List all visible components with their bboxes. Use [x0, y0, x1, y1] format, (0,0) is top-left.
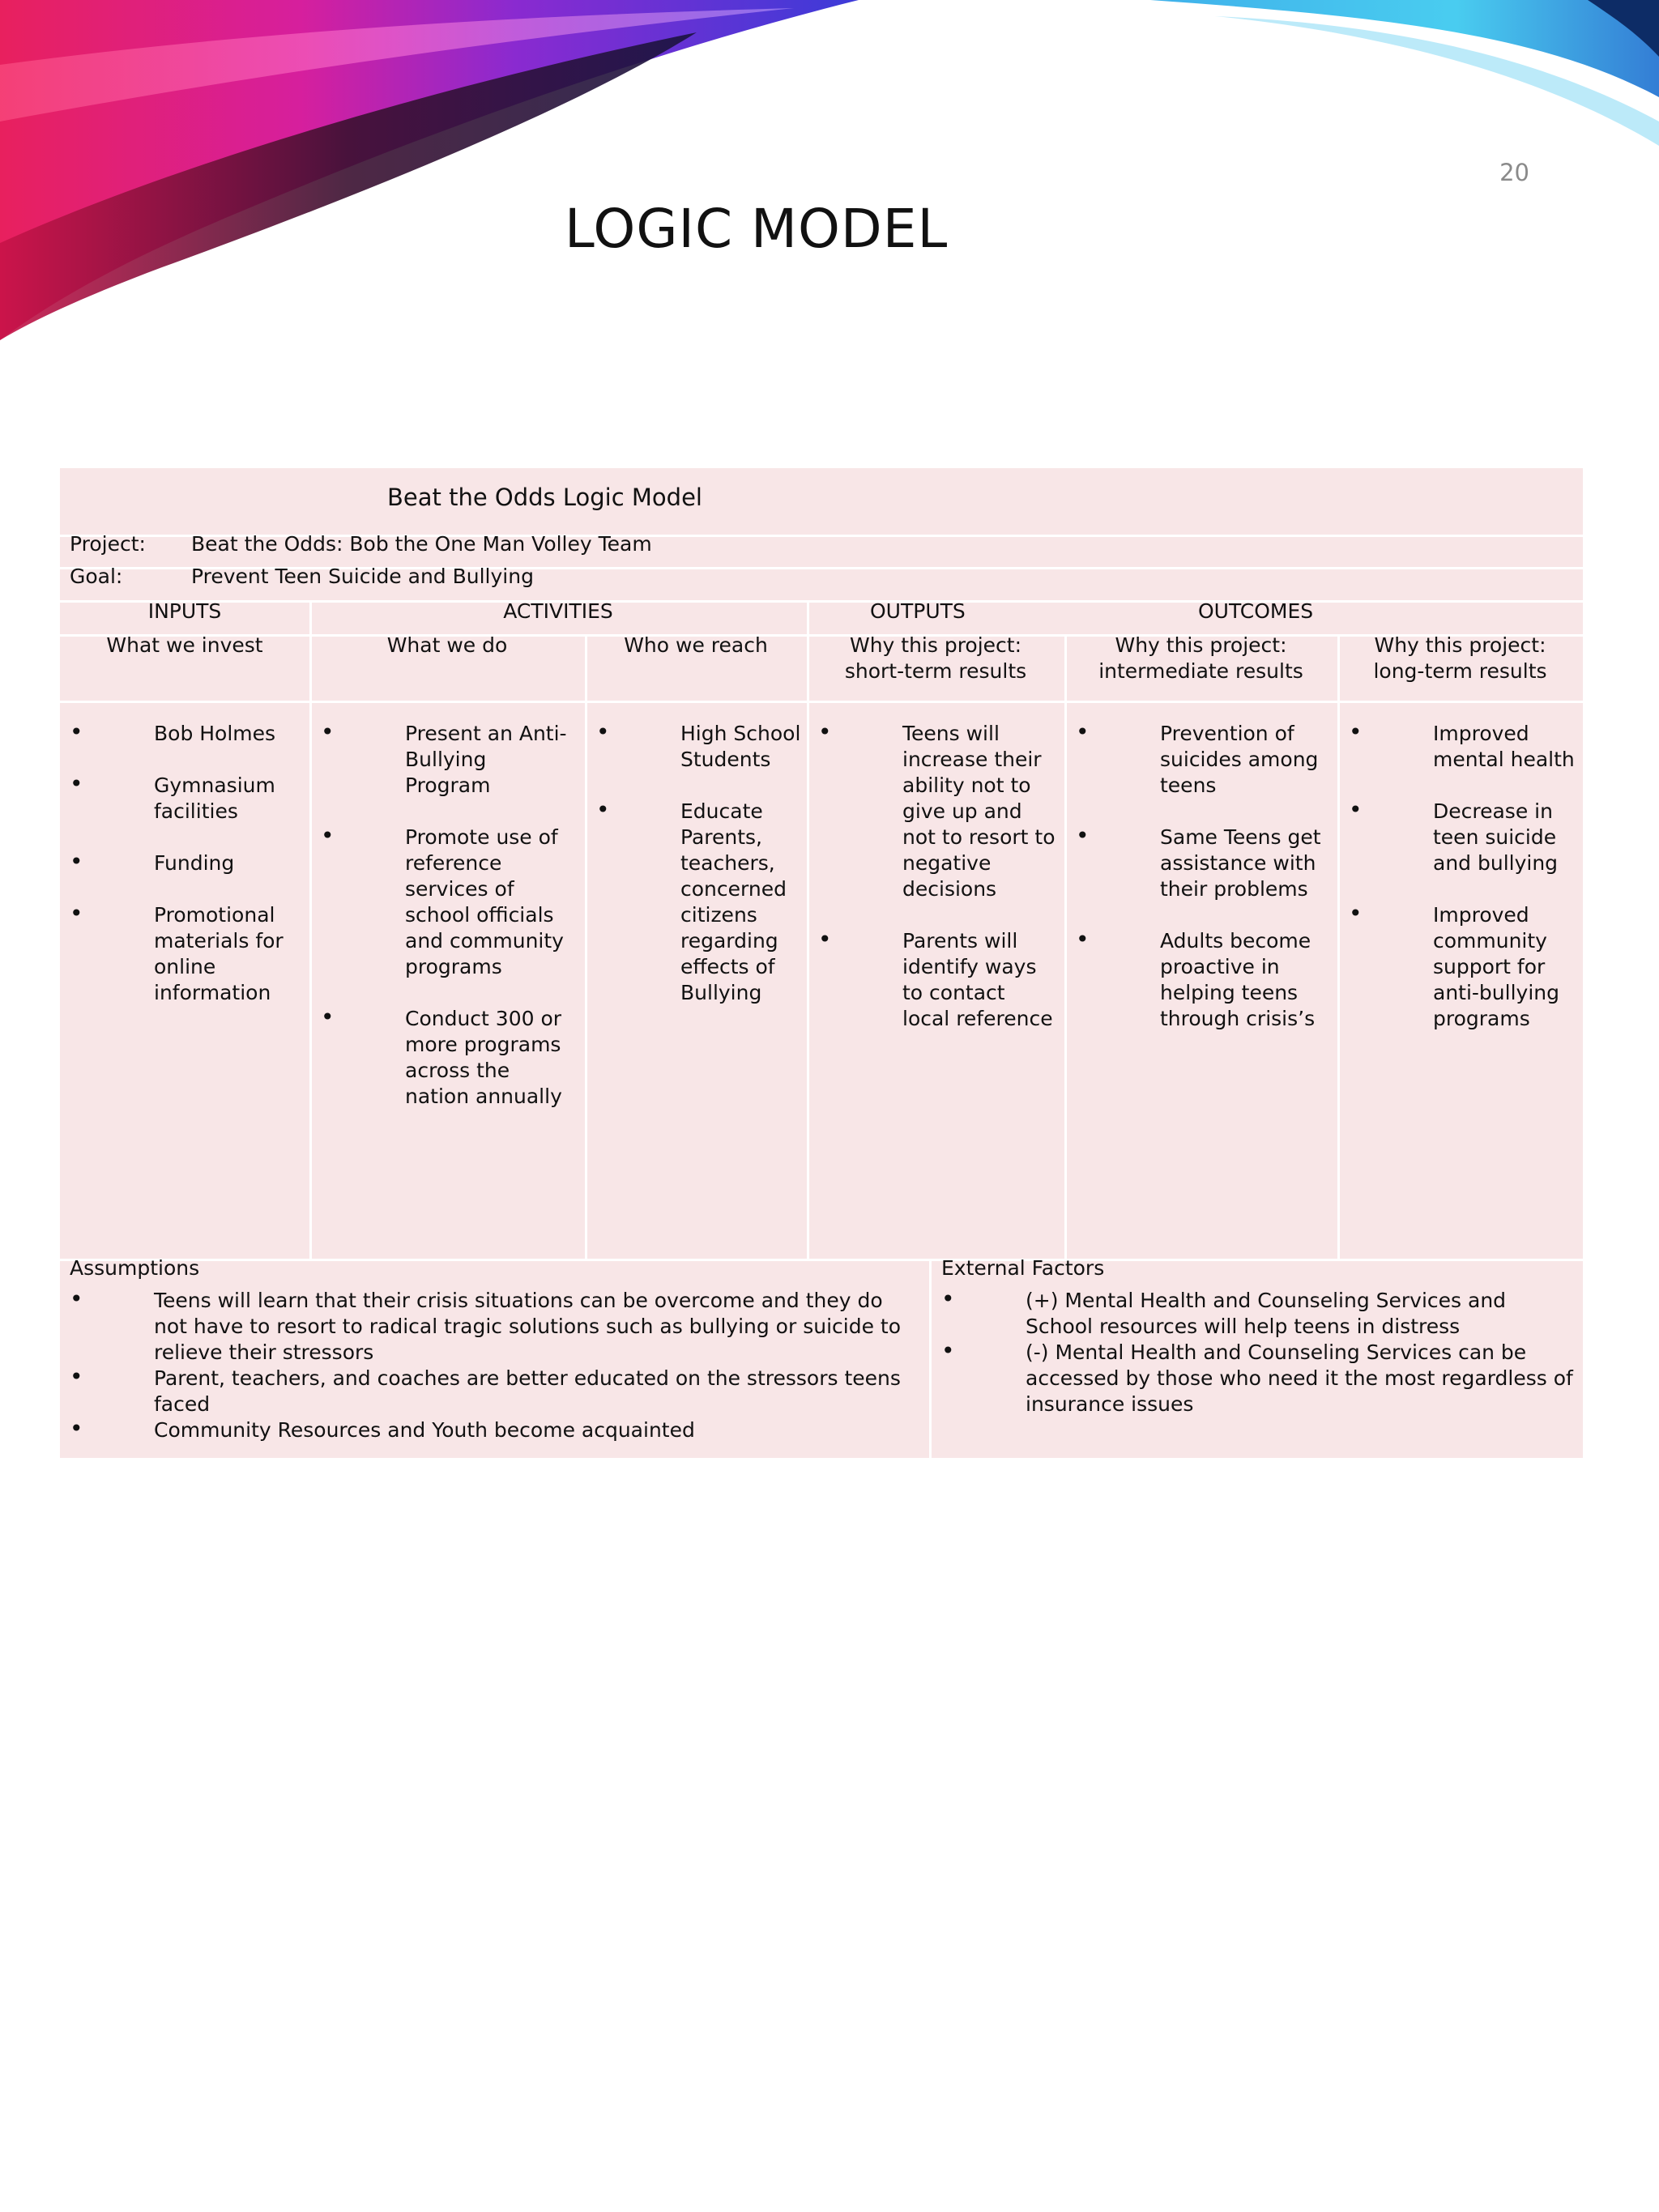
list-item: • Conduct 300 or more programs across the nation annually — [405, 1006, 577, 1110]
list-item: • Funding — [154, 850, 309, 876]
goal-label: Goal: — [70, 565, 123, 588]
list-item: • Parents will identify ways to contact local reference — [902, 928, 1056, 1032]
list-item: • Improved mental health — [1433, 721, 1575, 773]
group-header-inputs: INPUTS — [147, 599, 222, 623]
model-title: Beat the Odds Logic Model — [387, 484, 702, 511]
list-item: • (-) Mental Health and Counseling Services can be accessed by those who need it the most regardless of insurance issues — [1026, 1340, 1573, 1417]
list-item: • Present an Anti-Bullying Program — [405, 721, 577, 799]
list-item: • Parent, teachers, and coaches are better educated on the stressors teens faced — [154, 1366, 920, 1417]
column-header-short-term: Why this project: short-term results — [844, 633, 1027, 683]
group-header-outcomes: OUTCOMES — [1198, 599, 1314, 623]
project-value: Beat the Odds: Bob the One Man Volley Team — [191, 532, 652, 556]
column-intermediate — [1076, 721, 1337, 1058]
list-item: • Decrease in teen suicide and bullying — [1433, 799, 1575, 876]
decorative-swoosh — [0, 0, 1659, 356]
column-header-inputs: What we invest — [106, 633, 263, 657]
column-header-who-we-reach: Who we reach — [624, 633, 768, 657]
list-item: • Bob Holmes — [154, 721, 309, 747]
row-divider — [60, 1259, 1583, 1261]
column-long-term — [1349, 721, 1583, 1058]
column-what-we-do — [321, 721, 585, 1136]
list-item: • Gymnasium facilities — [154, 773, 309, 825]
list-item: • Adults become proactive in helping teens through crisis’s — [1160, 928, 1329, 1032]
column-who-we-reach — [596, 721, 807, 1032]
list-item: • Same Teens get assistance with their problems — [1160, 825, 1329, 902]
list-item: • Teens will learn that their crisis situations can be overcome and they do not have to resort to radical tragic solutions such as bullying or suicide to relieve their stressors — [154, 1288, 920, 1366]
slide-number: 20 — [1499, 159, 1529, 186]
list-item: • Prevention of suicides among teens — [1160, 721, 1329, 799]
list-item: • Promotional materials for online information — [154, 902, 309, 1006]
column-inputs — [70, 721, 309, 1032]
column-divider — [585, 634, 587, 1259]
external-factors-label: External Factors — [941, 1256, 1105, 1280]
column-divider — [929, 1259, 932, 1458]
column-divider — [1337, 634, 1340, 1259]
list-item: • Teens will increase their ability not to give up and not to resort to negative decisions — [902, 721, 1056, 902]
goal-value: Prevent Teen Suicide and Bullying — [191, 565, 534, 588]
column-divider — [807, 600, 809, 1259]
external-factors-list — [941, 1288, 1573, 1417]
assumptions-list — [70, 1288, 920, 1443]
assumptions-label: Assumptions — [70, 1256, 200, 1280]
column-short-term — [818, 721, 1064, 1058]
list-item: • High School Students — [680, 721, 802, 773]
row-divider — [60, 701, 1583, 703]
list-item: • Improved community support for anti-bullying programs — [1433, 902, 1575, 1032]
list-item: • Educate Parents, teachers, concerned citizens regarding effects of Bullying — [680, 799, 802, 1006]
list-item: • Promote use of reference services of school officials and community programs — [405, 825, 577, 980]
column-divider — [1064, 634, 1067, 1259]
logic-model-table — [60, 468, 1583, 1458]
column-header-long-term: Why this project: long-term results — [1373, 633, 1547, 683]
slide-title: LOGIC MODEL — [565, 198, 949, 260]
project-label: Project: — [70, 532, 146, 556]
column-header-intermediate: Why this project: intermediate results — [1098, 633, 1303, 683]
group-header-activities: ACTIVITIES — [503, 599, 613, 623]
column-header-what-we-do: What we do — [386, 633, 508, 657]
list-item: • (+) Mental Health and Counseling Services and School resources will help teens in distress — [1026, 1288, 1573, 1340]
list-item: • Community Resources and Youth become acquainted — [154, 1417, 920, 1443]
column-divider — [309, 600, 312, 1259]
group-header-outputs: OUTPUTS — [870, 599, 966, 623]
